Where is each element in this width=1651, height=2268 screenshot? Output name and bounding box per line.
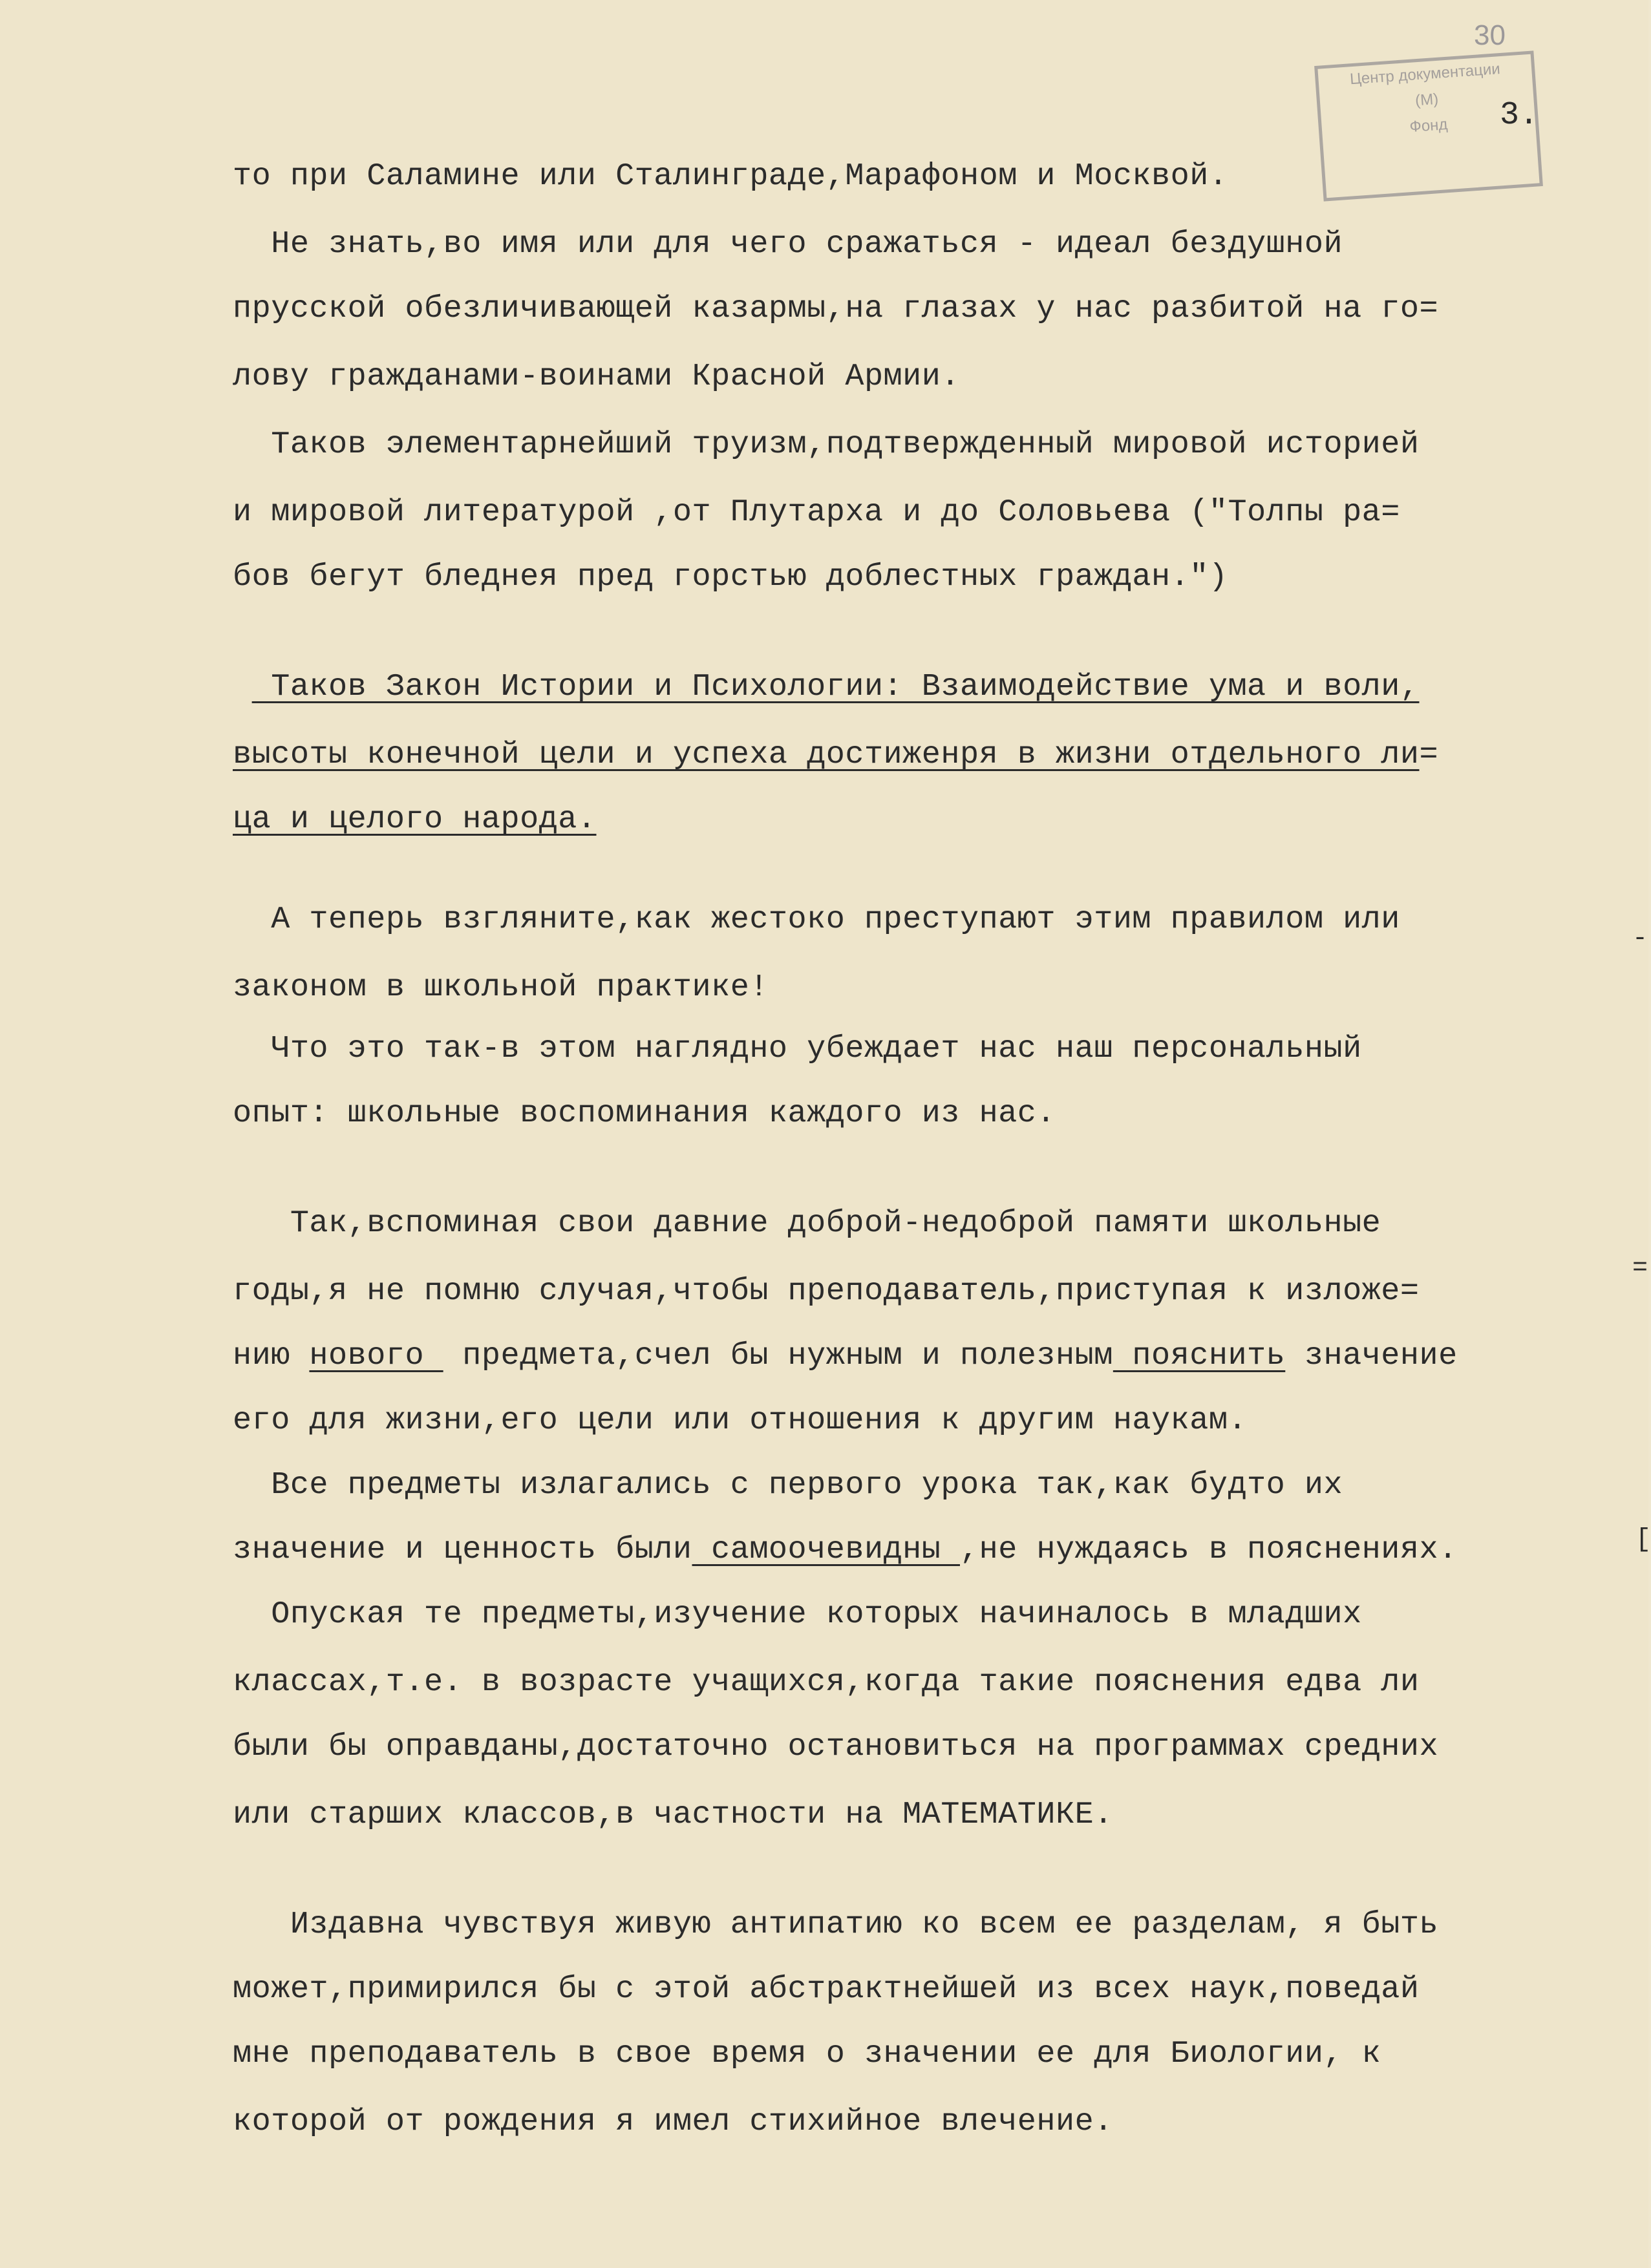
text-line [233,1096,1056,1131]
text-line [233,559,1228,595]
text-segment: опыт: школьные воспоминания каждого из нас. [233,1096,1056,1131]
text-segment: или старших классов,в частности на МАТЕМАТИКЕ. [233,1797,1113,1832]
underlined-text: нового [309,1338,443,1373]
text-segment: бов бегут бледнея пред горстью доблестных граждан.") [233,559,1228,595]
archive-page-number: 30 [1474,19,1506,51]
text-line [233,494,1400,530]
text-segment: значение и ценность были [233,1532,692,1567]
text-line [233,801,597,837]
text-line [233,226,1343,262]
text-segment: значение [1285,1338,1458,1373]
underlined-text: пояснить [1113,1338,1286,1373]
margin-mark: - [1632,924,1648,953]
text-line [233,1467,1343,1503]
text-segment: ,не нуждаясь в пояснениях. [959,1532,1458,1567]
text-segment: Опуская те предметы,изучение которых начиналось в младших [233,1596,1362,1632]
text-segment: = [1419,737,1439,772]
text-line [233,1532,1458,1567]
text-segment: Что это так-в этом наглядно убеждает нас наш персональный [233,1031,1362,1066]
text-segment: прусской обезличивающей казармы,на глазах у нас разбитой на го= [233,291,1439,326]
text-segment: Таков элементарнейший труизм,подтвержденный мировой историей [233,427,1420,462]
text-segment: его для жизни,его цели или отношения к другим наукам. [233,1403,1248,1438]
text-segment: мне преподаватель в свое время о значении ее для Биологии, к [233,2036,1381,2072]
text-segment: Все предметы излагались с первого урока так,как будто их [233,1467,1343,1503]
text-segment: Так,вспоминая свои давние доброй-недоброй памяти школьные [233,1205,1381,1241]
text-segment: Издавна чувствуя живую антипатию ко всем ее разделам, я быть [233,1907,1439,1942]
text-line [233,1403,1247,1438]
stamp-line: (М) [1414,90,1440,110]
text-segment: предмета,счел бы нужным и полезным [443,1338,1113,1373]
text-segment: может,примирился бы с этой абстрактнейшей из всех наук,поведай [233,1971,1420,2007]
page-number: 3. [1500,97,1539,134]
text-line [233,1797,1113,1832]
stamp-line: Фонд [1409,115,1449,136]
text-line [233,1596,1362,1632]
text-line [233,1273,1420,1309]
text-segment: и мировой литературой ,от Плутарха и до Соловьева ("Толпы ра= [233,494,1400,530]
text-segment: нию [233,1338,310,1373]
text-segment [233,669,252,705]
underlined-text: самоочевидны [692,1532,960,1567]
text-line [233,1205,1381,1241]
margin-mark: = [1632,1254,1648,1283]
text-line [233,158,1228,194]
text-segment: лову гражданами-воинами Красной Армии. [233,359,960,394]
text-line [233,902,1400,937]
underlined-text: ца и целого народа. [233,801,597,837]
text-line [233,1971,1420,2007]
text-segment: А теперь взгляните,как жестоко преступают этим правилом или [233,902,1400,937]
text-line [233,1338,1458,1373]
text-line [233,291,1438,326]
text-line [233,1729,1438,1765]
text-segment: то при Саламине или Сталинграде,Марафоном и Москвой. [233,158,1228,194]
text-line [233,1664,1420,1700]
margin-mark: [ [1635,1525,1651,1554]
stamp-line: Центр документации [1349,60,1501,89]
underlined-text: высоты конечной цели и успеха достиженря в жизни отдельного ли [233,737,1420,772]
text-line [233,1031,1362,1066]
text-line [233,2036,1381,2072]
text-line [233,359,960,394]
text-line [233,2104,1113,2139]
text-line [233,669,1420,705]
text-segment: были бы оправданы,достаточно остановиться на программах средних [233,1729,1439,1765]
text-segment: классах,т.е. в возрасте учащихся,когда такие пояснения едва ли [233,1664,1420,1700]
text-line [233,1907,1438,1942]
text-line [233,970,769,1005]
text-segment: законом в школьной практике! [233,970,769,1005]
text-segment: Не знать,во имя или для чего сражаться - идеал бездушной [233,226,1343,262]
text-line [233,427,1420,462]
text-line [233,737,1438,772]
underlined-text: Таков Закон Истории и Психологии: Взаимодействие ума и воли, [251,669,1420,705]
text-segment: которой от рождения я имел стихийное влечение. [233,2104,1113,2139]
text-segment: годы,я не помню случая,чтобы преподаватель,приступая к изложе= [233,1273,1420,1309]
